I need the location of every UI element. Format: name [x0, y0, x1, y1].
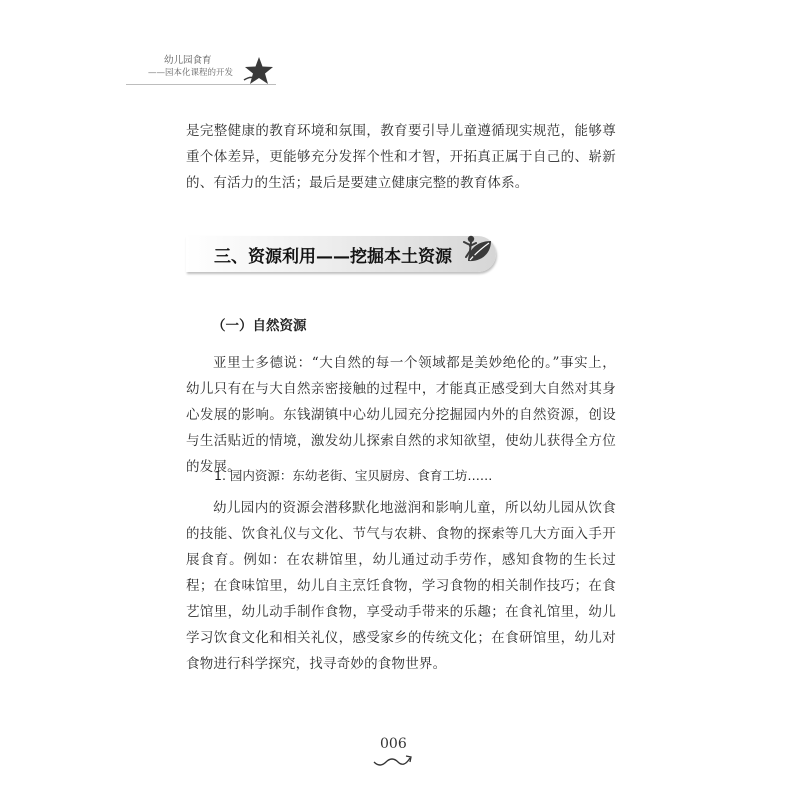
header-rule	[126, 84, 276, 85]
page-number: 006	[380, 736, 407, 752]
section-banner	[186, 236, 496, 272]
swirl-arrow-icon	[370, 744, 418, 770]
book-subtitle: ——园本化课程的开发	[148, 68, 234, 78]
subsection-heading: （一）自然资源	[212, 318, 307, 334]
book-title: 幼儿园食育	[164, 55, 212, 66]
child-leaf-icon	[458, 231, 494, 267]
star-icon	[242, 56, 274, 86]
running-header	[126, 50, 286, 90]
paragraph-continued: 是完整健康的教育环境和氛围，教育要引导儿童遵循现实规范，能够尊重个体差异，更能够充分发挥个性和才智，开拓真正属于自己的、崭新的、有活力的生活；最后是要建立健康完整的教育体系。	[186, 123, 616, 191]
paragraph-in-garden: 幼儿园内的资源会潜移默化地滋润和影响儿童，所以幼儿园从饮食的技能、饮食礼仪与文化、节气与农耕、食物的探索等几大方面入手开展食育。例如：在农耕馆里，幼儿通过动手劳作，感知食物的生长过程；在食味馆里，幼儿自主烹饪食物，学习食物的相关制作技巧；在食艺馆里，幼儿动手制作食物，享受动手带来的乐趣；在食礼馆里，幼儿学习饮食文化和相关礼仪，感受家乡的传统文化；在食研馆里，幼儿对食物进行科学探究，找寻奇妙的食物世界。	[186, 500, 616, 672]
section-title: 三、资源利用——挖掘本土资源	[214, 247, 452, 267]
paragraph-nature-intro: 亚里士多德说：“大自然的每一个领域都是美妙绝伦的。”事实上，幼儿只有在与大自然亲密接触的过程中，才能真正感受到大自然对其身心发展的影响。东钱湖镇中心幼儿园充分挖掘园内外的自然资源，创设与生活贴近的情境，激发幼儿探索自然的求知欲望，使幼儿获得全方位的发展。	[186, 355, 616, 475]
item-heading: 1. 园内资源：东幼老街、宝贝厨房、食育工坊……	[214, 468, 493, 483]
